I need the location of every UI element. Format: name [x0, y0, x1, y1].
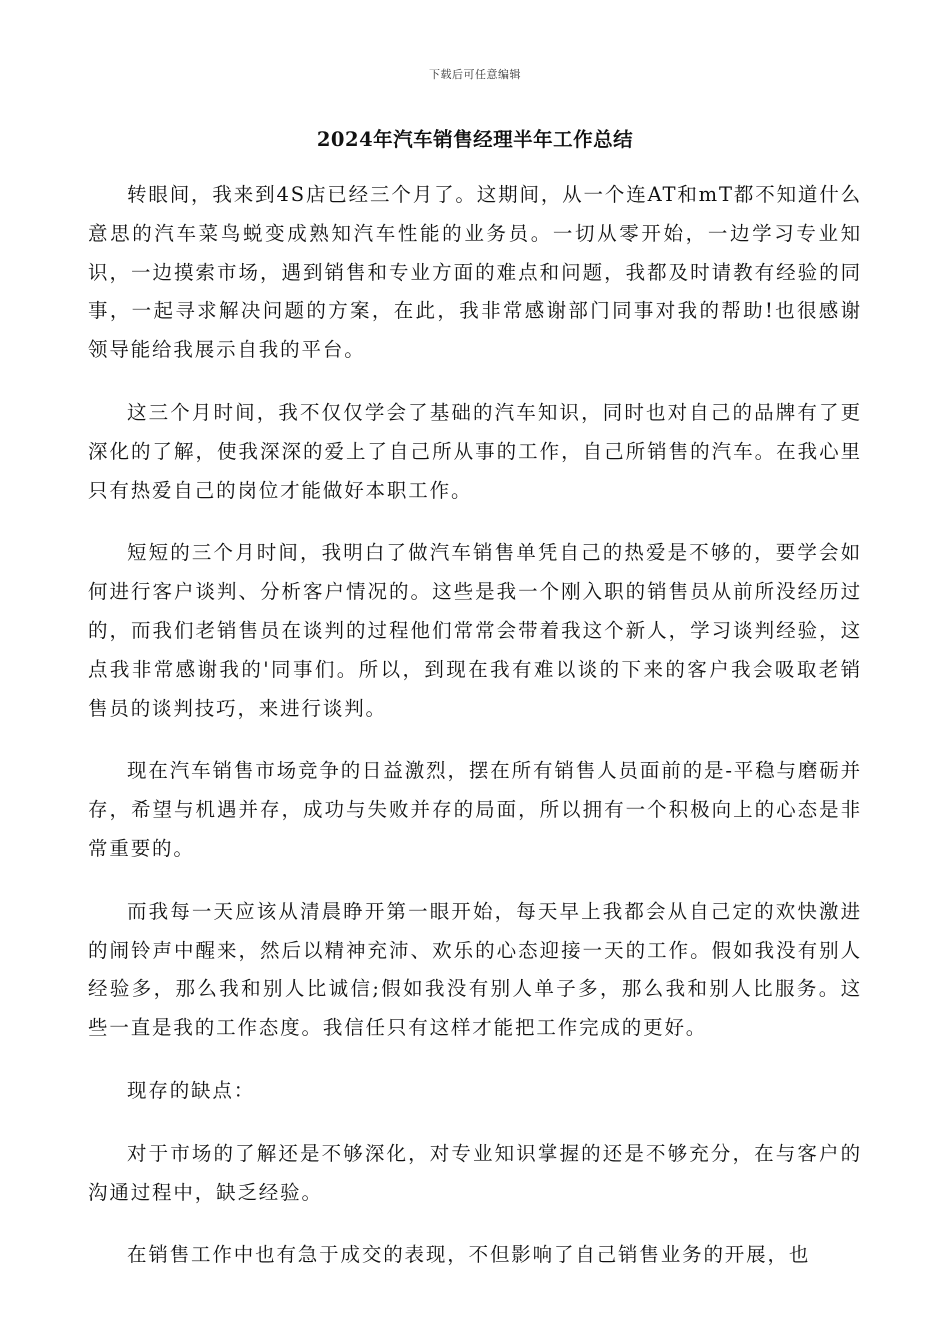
paragraph: 转眼间，我来到4S店已经三个月了。这期间，从一个连AT和mT都不知道什么意思的汽车菜鸟蜕变成熟知汽车性能的业务员。一切从零开始，一边学习专业知识，一边摸索市场，遇到销售和专业方面的难点和问题，我都及时请教有经验的同事，一起寻求解决问题的方案，在此，我非常感谢部门同事对我的帮助!也很感谢领导能给我展示自我的平台。	[88, 183, 862, 362]
paragraph: 而我每一天应该从清晨睁开第一眼开始，每天早上我都会从自己定的欢快激进的闹铃声中醒来，然后以精神充沛、欢乐的心态迎接一天的工作。假如我没有别人经验多，那么我和别人比诚信;假如我没有别人单子多，那么我和别人比服务。这些一直是我的工作态度。我信任只有这样才能把工作完成的更好。	[88, 899, 862, 1040]
header-note: 下载后可任意编辑	[429, 68, 521, 81]
paragraph: 现在汽车销售市场竞争的日益激烈，摆在所有销售人员面前的是-平稳与磨砺并存，希望与机遇并存，成功与失败并存的局面，所以拥有一个积极向上的心态是非常重要的。	[88, 759, 862, 860]
paragraph: 在销售工作中也有急于成交的表现，不但影响了自己销售业务的开展，也	[127, 1243, 811, 1267]
paragraph: 对于市场的了解还是不够深化，对专业知识掌握的还是不够充分，在与客户的沟通过程中，缺乏经验。	[88, 1141, 862, 1204]
paragraph: 这三个月时间，我不仅仅学会了基础的汽车知识，同时也对自己的品牌有了更深化的了解，使我深深的爱上了自己所从事的工作，自己所销售的汽车。在我心里只有热爱自己的岗位才能做好本职工作。	[88, 400, 862, 502]
paragraph: 现存的缺点：	[127, 1078, 256, 1102]
document-body	[88, 176, 862, 1299]
document-title: 2024年汽车销售经理半年工作总结	[316, 128, 634, 151]
paragraph: 短短的三个月时间，我明白了做汽车销售单凭自己的热爱是不够的，要学会如何进行客户谈判、分析客户情况的。这些是我一个刚入职的销售员从前所没经历过的，而我们老销售员在谈判的过程他们常常会带着我这个新人，学习谈判经验，这点我非常感谢我的'同事们。所以，到现在我有难以谈的下来的客户我会吸取老销售员的谈判技巧，来进行谈判。	[88, 541, 862, 720]
